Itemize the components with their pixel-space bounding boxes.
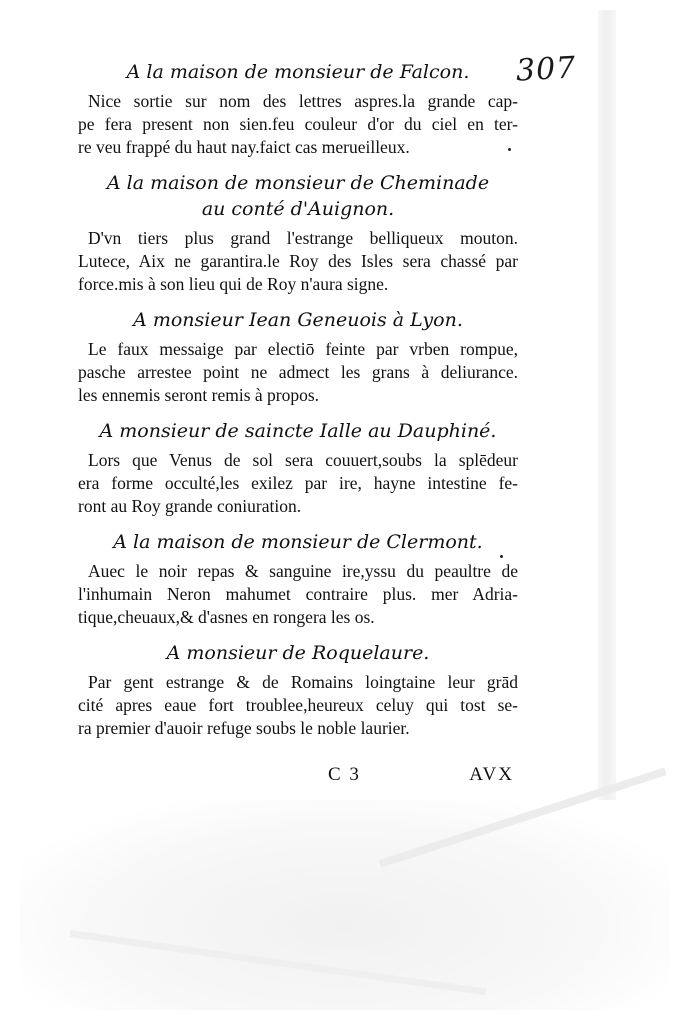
ink-speck [500,555,503,558]
section-paragraph [78,449,518,518]
section-paragraph [78,560,518,629]
catchword: AVX [469,764,514,785]
page-footer [328,764,514,786]
text-line: re veu frappé du haut nay.faict cas merueilleux. [78,137,410,157]
text-line: pasche arrestee point ne admect les grans à deliurance. [78,362,518,382]
ink-speck [508,148,511,151]
text-line: force.mis à son lieu qui de Roy n'aura signe. [78,274,389,294]
section-heading: A la maison de monsieur de Clermont. [113,531,483,553]
text-line: Auec le noir repas & sanguine ire,yssu du peaultre de [88,561,518,581]
section-heading: au conté d'Auignon. [201,198,395,220]
text-line: pe fera present non sien.feu couleur d'or du ciel en ter- [78,114,518,134]
section [78,306,518,407]
section-heading: A monsieur de saincte Ialle au Dauphiné. [99,420,497,442]
text-line: Nice sortie sur nom des lettres aspres.la grande cap- [88,91,518,111]
text-line: Par gent estrange & de Romains loingtaine leur grād [88,672,518,692]
text-line: D'vn tiers plus grand l'estrange belliqueux mouton. [88,228,518,248]
text-line: Lors que Venus de sol sera couuert,soubs la splēdeur [88,450,518,470]
section [78,639,518,740]
section-paragraph [78,90,518,159]
text-line: Le faux messaige par electiō feinte par vrben rompue, [88,339,518,359]
section [78,58,518,159]
text-line: era forme occulté,les exilez par ire, hayne intestine fe- [78,473,518,493]
section [78,169,518,296]
section-heading: A la maison de monsieur de Cheminade [106,172,490,194]
text-line: cité apres eaue fort troublee,heureux celuy qui tost se- [78,695,518,715]
text-line: les ennemis seront remis à propos. [78,385,320,405]
section-heading: A la maison de monsieur de Falcon. [126,61,470,83]
section-paragraph [78,227,518,296]
signature-mark: C 3 [328,764,361,785]
section-paragraph [78,338,518,407]
page-number: 307 [515,50,578,89]
section-heading: A monsieur Iean Geneuois à Lyon. [133,309,463,331]
section-paragraph [78,671,518,740]
section [78,528,518,629]
text-line: tique,cheuaux,& d'asnes en rongera les os. [78,607,375,627]
text-line: Lutece, Aix ne garantira.le Roy des Isles sera chassé par [78,251,518,271]
text-line: ront au Roy grande coniuration. [78,496,302,516]
scan-bleed-through [20,800,670,1010]
section [78,417,518,518]
text-line: ra premier d'auoir refuge soubs le noble laurier. [78,718,410,738]
section-heading: A monsieur de Roquelaure. [166,642,430,664]
page-text [78,58,518,750]
text-line: l'inhumain Neron mahumet contraire plus. mer Adria- [78,584,518,604]
